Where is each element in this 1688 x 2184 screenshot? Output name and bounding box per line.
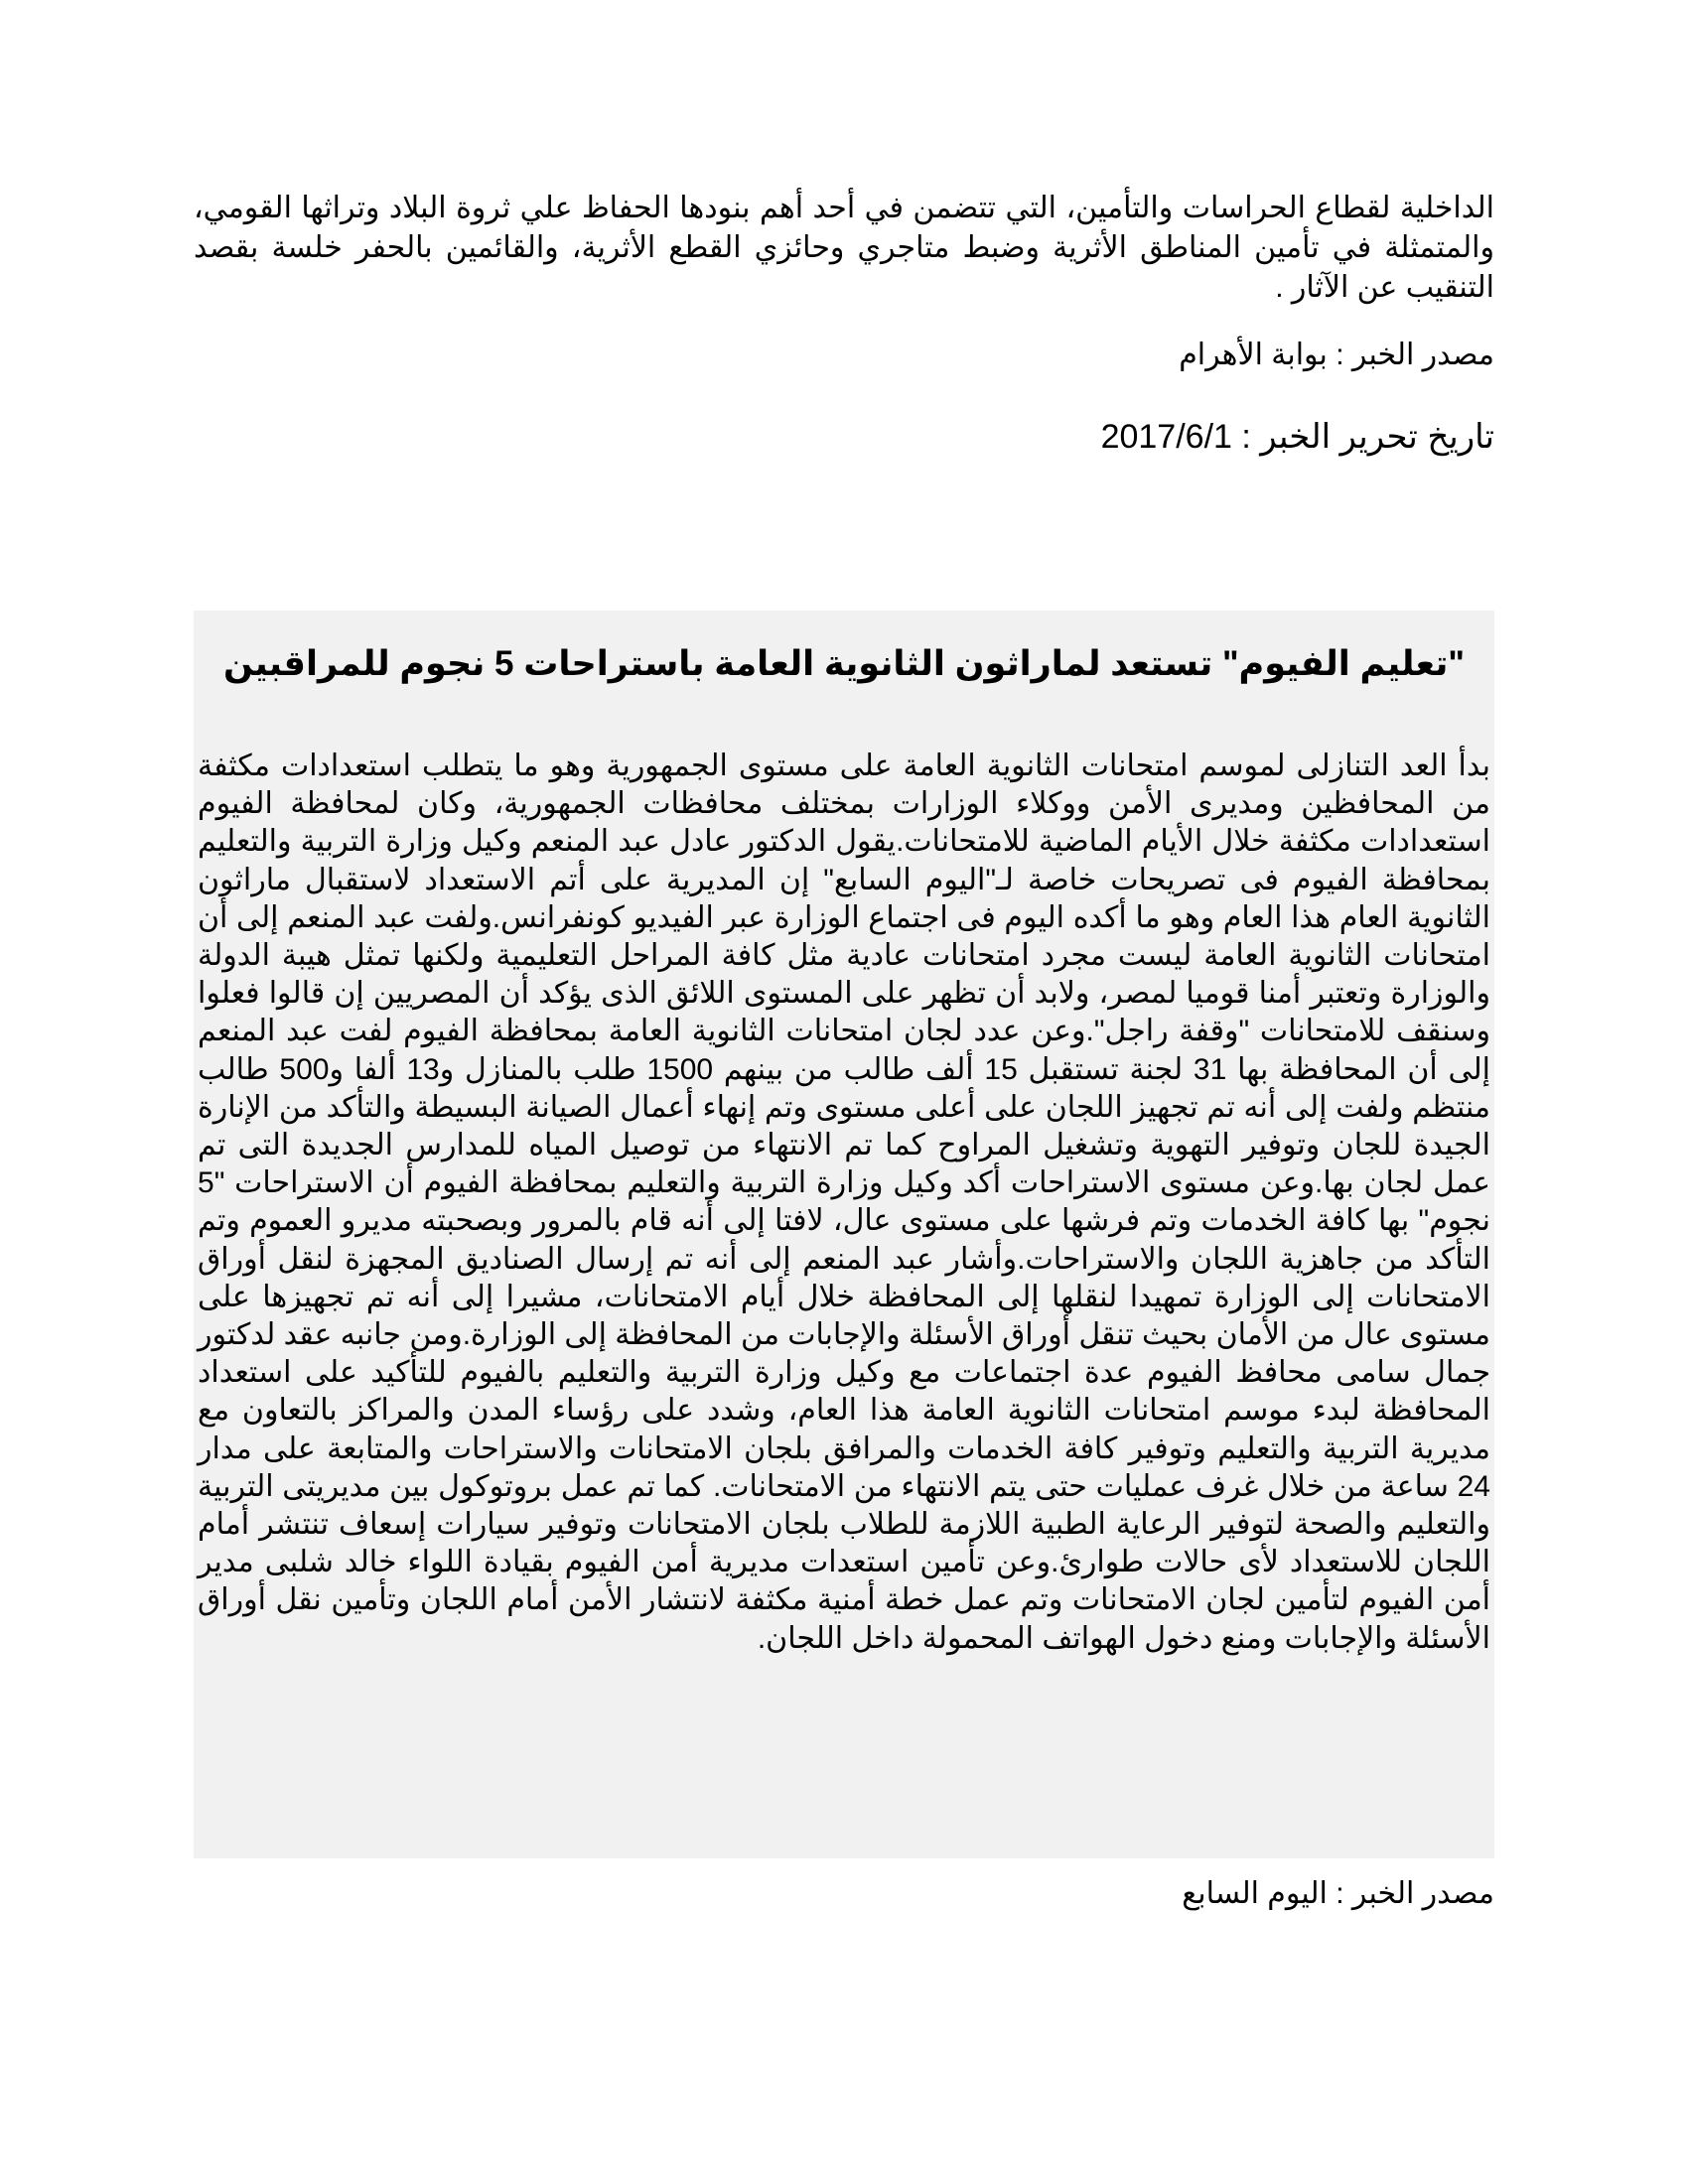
- intro-paragraph: الداخلية لقطاع الحراسات والتأمين، التي تتضمن في أحد أهم بنودها الحفاظ علي ثروة البلاد وتراثها القومي، والمتمثلة في تأمين المناطق الأثرية وضبط متاجري وحائزي القطع الأثرية، والقائمين بالحفر خلسة بقصد التنقيب عن الآثار .: [194, 192, 1494, 304]
- intro-date-line: تاريخ تحرير الخبر : 2017/6/1: [1100, 418, 1494, 456]
- article-title: "تعليم الفيوم" تستعد لماراثون الثانوية العامة باستراحات 5 نجوم للمراقبين: [222, 644, 1466, 683]
- article-body: بدأ العد التنازلى لموسم امتحانات الثانوية العامة على مستوى الجمهورية وهو ما يتطلب استعدادات مكثفة من المحافظين ومديرى الأمن ووكلاء الوزارات بمختلف محافظات الجمهورية، وكان لمحافظة الفيوم استعدادات مكثفة خلال الأيام الماضية للامتحانات.يقول الدكتور عادل عبد المنعم وكيل وزارة التربية والتعليم بمحافظة الفيوم فى تصريحات خاصة لـ"اليوم السابع" إن المديرية على أتم الاستعداد لاستقبال ماراثون الثانوية العام هذا العام وهو ما أكده اليوم فى اجتماع الوزارة عبر الفيديو كونفرانس.ولفت عبد المنعم إلى أن امتحانات الثانوية العامة ليست مجرد امتحانات عادية مثل كافة المراحل التعليمية ولكنها تمثل هيبة الدولة والوزارة وتعتبر أمنا قوميا لمصر، ولابد أن تظهر على المستوى اللائق الذى يؤكد أن المصريين إن قالوا فعلوا وسنقف للامتحانات "وقفة راجل".وعن عدد لجان امتحانات الثانوية العامة بمحافظة الفيوم لفت عبد المنعم إلى أن المحافظة بها 31 لجنة تستقبل 15 ألف طالب من بينهم 1500 طلب بالمنازل و13 ألفا و500 طالب منتظم ولفت إلى أنه تم تجهيز اللجان على أعلى مستوى وتم إنهاء أعمال الصيانة البسيطة والتأكد من الإنارة الجيدة للجان وتوفير التهوية وتشغيل المراوح كما تم الانتهاء من توصيل المياه للمدارس الجديدة التى تم عمل لجان بها.وعن مستوى الاستراحات أكد وكيل وزارة التربية والتعليم بمحافظة الفيوم أن الاستراحات "5 نجوم" بها كافة الخدمات وتم فرشها على مستوى عال، لافتا إلى أنه قام بالمرور وبصحبته مديرو العموم وتم التأكد من جاهزية اللجان والاستراحات.وأشار عبد المنعم إلى أنه تم إرسال الصناديق المجهزة لنقل أوراق الامتحانات إلى الوزارة تمهيدا لنقلها إلى المحافظة خلال أيام الامتحانات، مشيرا إلى أنه تم تجهيزها على مستوى عال من الأمان بحيث تنقل أوراق الأسئلة والإجابات من المحافظة إلى الوزارة.ومن جانبه عقد لدكتور جمال سامى محافظ الفيوم عدة اجتماعات مع وكيل وزارة التربية والتعليم بالفيوم للتأكيد على استعداد المحافظة لبدء موسم امتحانات الثانوية العامة هذا العام، وشدد على رؤساء المدن والمراكز بالتعاون مع مديرية التربية والتعليم وتوفير كافة الخدمات والمرافق بلجان الامتحانات والاستراحات والمتابعة على مدار 24 ساعة من خلال غرف عمليات حتى يتم الانتهاء من الامتحانات. كما تم عمل بروتوكول بين مديريتى التربية والتعليم والصحة لتوفير الرعاية الطبية اللازمة للطلاب بلجان الامتحانات وتوفير سيارات إسعاف تنتشر أمام اللجان للاستعداد لأى حالات طوارئ.وعن تأمين استعدات مديرية أمن الفيوم بقيادة اللواء خالد شلبى مدير أمن الفيوم لتأمين لجان الامتحانات وتم عمل خطة أمنية مكثفة لانتشار الأمن أمام اللجان وتأمين نقل أوراق الأسئلة والإجابات ومنع دخول الهواتف المحمولة داخل اللجان.: [198, 750, 1491, 1655]
- article-box: [194, 611, 1494, 1858]
- intro-source-line: مصدر الخبر : بوابة الأهرام: [1179, 339, 1494, 371]
- article-source-line: مصدر الخبر : اليوم السابع: [1182, 1877, 1494, 1910]
- intro-section: [194, 189, 1494, 459]
